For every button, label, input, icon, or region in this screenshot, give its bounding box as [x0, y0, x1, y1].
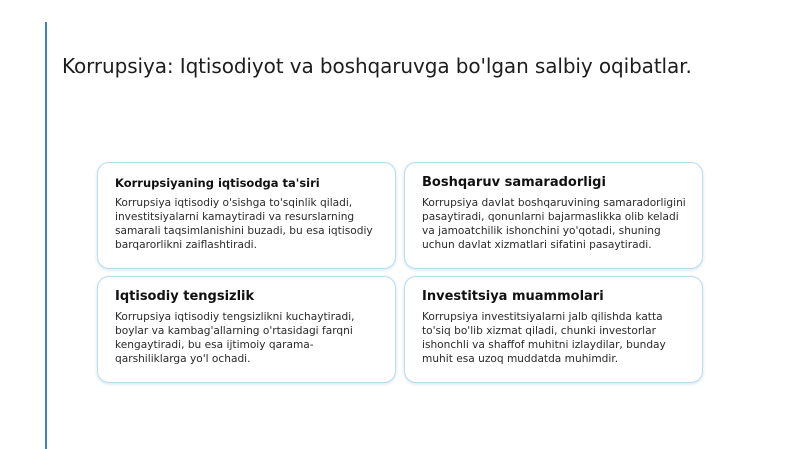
- card-governance-efficiency: [404, 162, 703, 269]
- card-title: Investitsiya muammolari: [422, 289, 604, 304]
- card-text: Korrupsiya iqtisodiy tengsizlikni kuchaytiradi, boylar va kambag'allarning o'rtasidagi farqni kengaytiradi, bu esa ijtimoiy qarama-qarshiliklarga yo'l ochadi.: [115, 311, 355, 365]
- accent-line: [45, 22, 47, 449]
- card-investment-problems: [404, 276, 703, 383]
- card-text: Korrupsiya iqtisodiy o'sishga to'sqinlik qiladi, investitsiyalarni kamaytiradi va resurslarning samarali taqsimlanishini buzadi, bu esa iqtisodiy barqarorlikni zaiflashtiradi.: [115, 197, 373, 251]
- card-title: Boshqaruv samaradorligi: [422, 175, 606, 190]
- card-economic-inequality: [97, 276, 396, 383]
- card-text: Korrupsiya davlat boshqaruvining samaradorligini pasaytiradi, qonunlarni bajarmaslikka olib keladi va jamoatchilik ishonchini yo'qotadi, shuning uchun davlat xizmatlari sifatini pasaytiradi.: [422, 197, 686, 251]
- slide-title: Korrupsiya: Iqtisodiyot va boshqaruvga bo'lgan salbiy oqibatlar.: [62, 54, 692, 78]
- card-text: Korrupsiya investitsiyalarni jalb qilishda katta to'siq bo'lib xizmat qiladi, chunki investorlar ishonchli va shaffof muhitni izlaydilar, bunday muhit esa uzoq muddatda muhimdir.: [422, 311, 666, 365]
- card-title: Iqtisodiy tengsizlik: [115, 289, 255, 304]
- card-economic-impact: [97, 162, 396, 269]
- card-title: Korrupsiyaning iqtisodga ta'siri: [115, 176, 320, 190]
